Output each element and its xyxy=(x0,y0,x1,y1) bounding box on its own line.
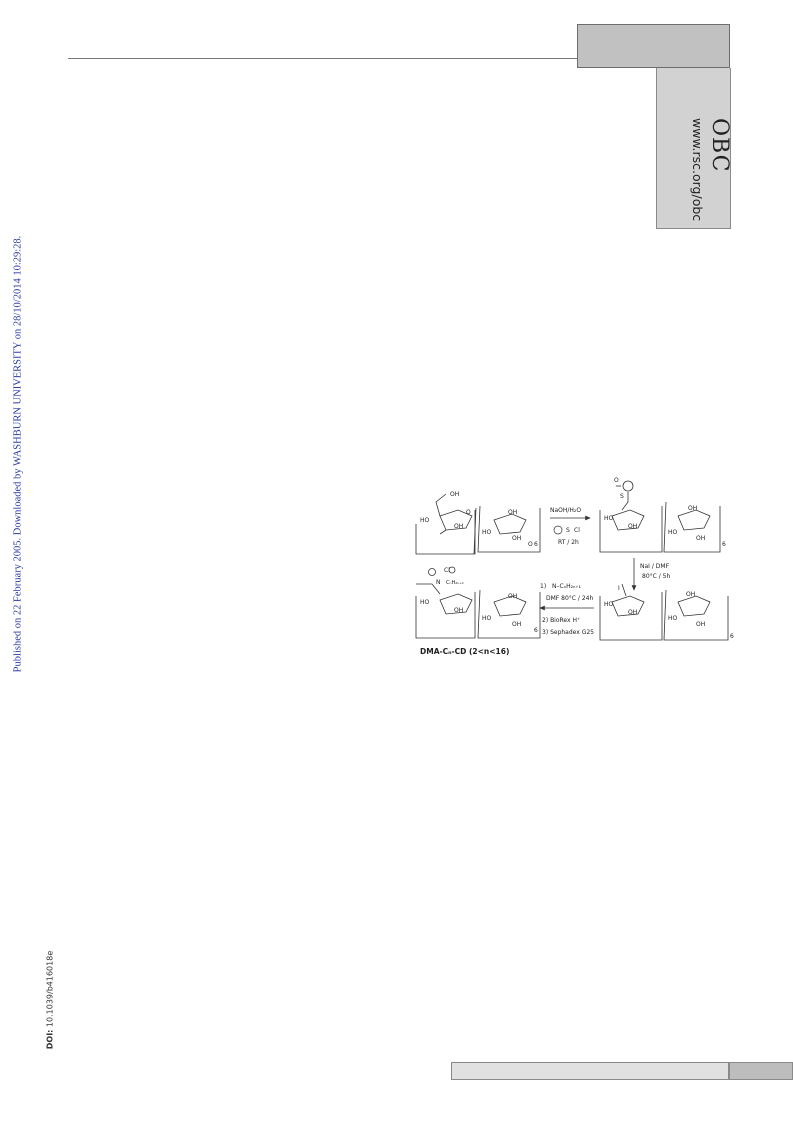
label-oh-i-2: OH xyxy=(686,591,696,598)
label-repeat-2: 6 xyxy=(722,541,726,548)
step3-line2: DMF 80°C / 24h xyxy=(546,595,594,602)
label-oh-p-3: OH xyxy=(512,621,522,628)
journal-tab-text xyxy=(689,118,731,238)
step3-line3: 2) BioRex H⁺ xyxy=(542,617,581,624)
label-ho-p: HO xyxy=(420,599,430,606)
footer-bar xyxy=(451,1062,729,1080)
label-oh-2: OH xyxy=(454,523,464,530)
label-oh-p-2: OH xyxy=(508,593,518,600)
label-oh-4: OH xyxy=(512,535,522,542)
tosyl-s: S xyxy=(566,527,570,534)
scheme-svg xyxy=(400,472,740,664)
journal-url[interactable]: www.rsc.org/obc xyxy=(690,118,705,222)
step1-reagent-bottom: RT / 2h xyxy=(558,539,579,546)
tosyl-ring-icon xyxy=(554,526,562,534)
journal-abbrev: OBC xyxy=(707,118,732,173)
label-ho-i: HO xyxy=(604,601,614,608)
label-s-ts: S xyxy=(620,493,624,500)
cd-molecule-start xyxy=(416,494,540,554)
label-oh-3: OH xyxy=(508,509,518,516)
step2-reagent-top: NaI / DMF xyxy=(640,563,670,570)
step1-reagent-top: NaOH/H₂O xyxy=(550,507,582,514)
cd-molecule-product xyxy=(416,567,540,638)
label-oh-ts-1: OH xyxy=(628,523,638,530)
label-alkyl: CₙH₂ₙ₊₁ xyxy=(446,580,464,586)
header-corner-box xyxy=(577,24,730,68)
step3-line4: 3) Sephadex G25 xyxy=(542,629,594,636)
label-oh-p-1: OH xyxy=(454,607,464,614)
label-iodo: I xyxy=(618,585,620,592)
header-rule xyxy=(68,58,580,59)
doi-value[interactable]: 10.1039/b416018e xyxy=(45,950,55,1028)
label-repeat-1: 6 xyxy=(534,541,538,548)
step2-reagent-bottom: 80°C / 5h xyxy=(642,573,671,580)
label-nme: N xyxy=(436,579,441,586)
label-oh-i-1: OH xyxy=(628,609,638,616)
label-oh-1: OH xyxy=(450,491,460,498)
label-o-ts-1: O xyxy=(614,477,619,484)
label-oh-ts-3: OH xyxy=(696,535,706,542)
step3-amine: N–CₙH₂ₙ₊₁ xyxy=(552,583,581,590)
step3-line1: 1) xyxy=(540,583,547,590)
cd-molecule-iodo xyxy=(600,584,728,640)
label-o-2: O xyxy=(528,541,533,548)
label-oh-i-3: OH xyxy=(696,621,706,628)
label-ho-ts-2: HO xyxy=(668,529,678,536)
label-ho-i-2: HO xyxy=(668,615,678,622)
doi-label: DOI: xyxy=(45,1029,55,1050)
label-ho-p-2: HO xyxy=(482,615,492,622)
label-repeat-4: 6 xyxy=(534,627,538,634)
label-oh-ts-2: OH xyxy=(688,505,698,512)
synthesis-scheme xyxy=(400,472,740,664)
footer-page-box xyxy=(729,1062,793,1080)
published-note[interactable]: Published on 22 February 2005. Downloaded by WASHBURN UNIVERSITY on 28/10/2014 10:29:28. xyxy=(12,235,24,673)
label-repeat-3: 6 xyxy=(730,633,734,640)
label-chloride: Cl xyxy=(444,567,450,574)
label-ho-ts: HO xyxy=(604,515,614,522)
product-label: DMA-Cₙ-CD (2<n<16) xyxy=(420,647,510,656)
tosyl-cl: Cl xyxy=(574,527,580,534)
doi-note xyxy=(46,951,55,1050)
label-ho-2: HO xyxy=(482,529,492,536)
label-o-1: O xyxy=(466,509,471,516)
label-ho-1: HO xyxy=(420,517,430,524)
journal-tab xyxy=(656,68,731,229)
